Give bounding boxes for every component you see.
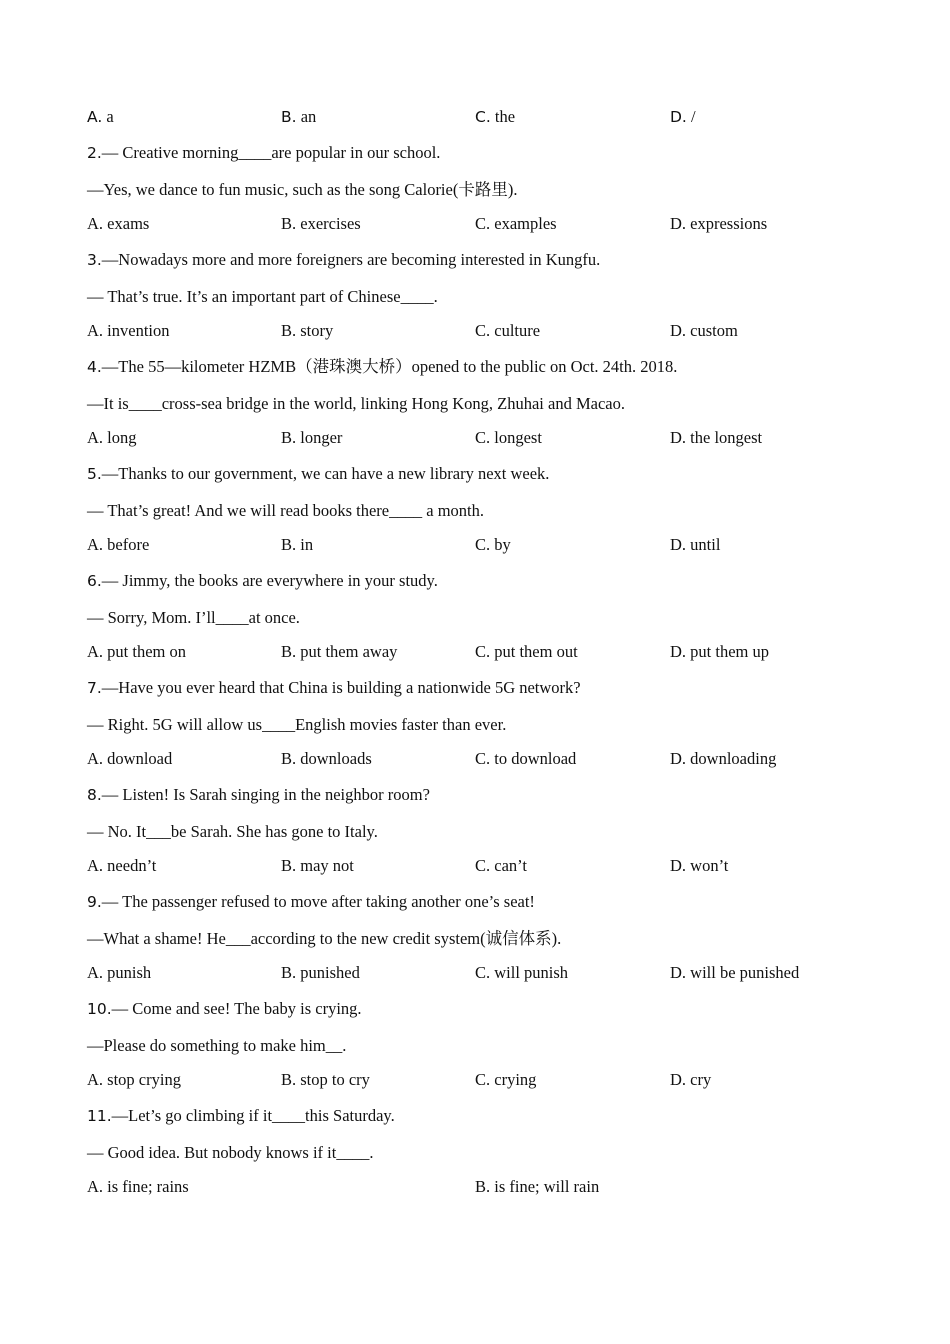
q8-option-b: B. may not [281, 856, 354, 875]
q5-option-b: B. in [281, 535, 314, 554]
q7-option-c: C. to download [475, 749, 577, 768]
q4-line1: 4.—The 55—kilometer HZMB（港珠澳大桥）opened to the public on Oct. 24th. 2018. [87, 356, 678, 376]
q4-line2: —It is____cross-sea bridge in the world, linking Hong Kong, Zhuhai and Macao. [87, 393, 625, 413]
q2-option-c: C. examples [475, 214, 557, 233]
q3-line2: — That’s true. It’s an important part of Chinese____. [87, 286, 438, 306]
q4-option-a: A. long [87, 428, 137, 447]
q6-option-a: A. put them on [87, 642, 186, 661]
q10-option-a: A. stop crying [87, 1070, 181, 1089]
q2-option-a: A. exams [87, 214, 150, 233]
q3-option-c: C. culture [475, 321, 541, 340]
q5-option-d: D. until [670, 535, 721, 554]
q3-option-b: B. story [281, 321, 334, 340]
q9-option-b: B. punished [281, 963, 360, 982]
q9-options [87, 964, 877, 982]
q2-line1: 2.— Creative morning____are popular in our school. [87, 142, 441, 162]
q11-line1: 11.—Let’s go climbing if it____this Saturday. [87, 1105, 395, 1125]
q11-option-a: A. is fine; rains [87, 1177, 189, 1196]
q6-line1: 6.— Jimmy, the books are everywhere in your study. [87, 570, 438, 590]
q4-options [87, 429, 877, 447]
q9-option-d: D. will be punished [670, 963, 800, 982]
q6-option-b: B. put them away [281, 642, 398, 661]
q9-option-a: A. punish [87, 963, 152, 982]
q6-option-c: C. put them out [475, 642, 578, 661]
q3-option-a: A. invention [87, 321, 170, 340]
q6-option-d: D. put them up [670, 642, 769, 661]
q6-line2: — Sorry, Mom. I’ll____at once. [87, 607, 300, 627]
q4-option-b: B. longer [281, 428, 343, 447]
q7-line2: — Right. 5G will allow us____English movies faster than ever. [87, 714, 507, 734]
q1-option-b: B. an [281, 107, 317, 126]
q3-option-d: D. custom [670, 321, 738, 340]
q4-option-c: C. longest [475, 428, 542, 447]
q7-line1: 7.—Have you ever heard that China is building a nationwide 5G network? [87, 677, 581, 697]
q3-line1: 3.—Nowadays more and more foreigners are becoming interested in Kungfu. [87, 249, 601, 269]
q5-option-a: A. before [87, 535, 150, 554]
q8-options [87, 857, 877, 875]
q4-option-d: D. the longest [670, 428, 763, 447]
q2-option-b: B. exercises [281, 214, 361, 233]
q9-line2: —What a shame! He___according to the new credit system(诚信体系). [87, 928, 562, 948]
q10-line1: 10.— Come and see! The baby is crying. [87, 998, 362, 1018]
q11-option-b: B. is fine; will rain [475, 1177, 600, 1196]
q11-line2: — Good idea. But nobody knows if it____. [87, 1142, 374, 1162]
q5-line2: — That’s great! And we will read books there____ a month. [87, 500, 484, 520]
q9-option-c: C. will punish [475, 963, 569, 982]
q10-option-b: B. stop to cry [281, 1070, 370, 1089]
q2-line2: —Yes, we dance to fun music, such as the song Calorie(卡路里). [87, 179, 518, 199]
q10-options [87, 1071, 877, 1089]
q10-option-d: D. cry [670, 1070, 712, 1089]
q2-options [87, 215, 877, 233]
q7-options [87, 750, 877, 768]
q8-line2: — No. It___be Sarah. She has gone to Italy. [87, 821, 378, 841]
q8-option-a: A. needn’t [87, 856, 157, 875]
q7-option-d: D. downloading [670, 749, 777, 768]
q5-option-c: C. by [475, 535, 511, 554]
q9-line1: 9.— The passenger refused to move after taking another one’s seat! [87, 891, 535, 911]
q5-options [87, 536, 877, 554]
q10-option-c: C. crying [475, 1070, 537, 1089]
q6-options [87, 643, 877, 661]
q8-option-c: C. can’t [475, 856, 527, 875]
q1-options [87, 108, 877, 126]
q10-line2: —Please do something to make him__. [87, 1035, 347, 1055]
q7-option-a: A. download [87, 749, 173, 768]
q1-option-a: A. a [87, 107, 114, 126]
q7-option-b: B. downloads [281, 749, 372, 768]
q1-option-c: C. the [475, 107, 516, 126]
q8-option-d: D. won’t [670, 856, 729, 875]
q3-options [87, 322, 877, 340]
q1-option-d: D. / [670, 107, 696, 126]
q5-line1: 5.—Thanks to our government, we can have a new library next week. [87, 463, 550, 483]
q11-options [87, 1178, 877, 1196]
q8-line1: 8.— Listen! Is Sarah singing in the neighbor room? [87, 784, 430, 804]
q2-option-d: D. expressions [670, 214, 768, 233]
